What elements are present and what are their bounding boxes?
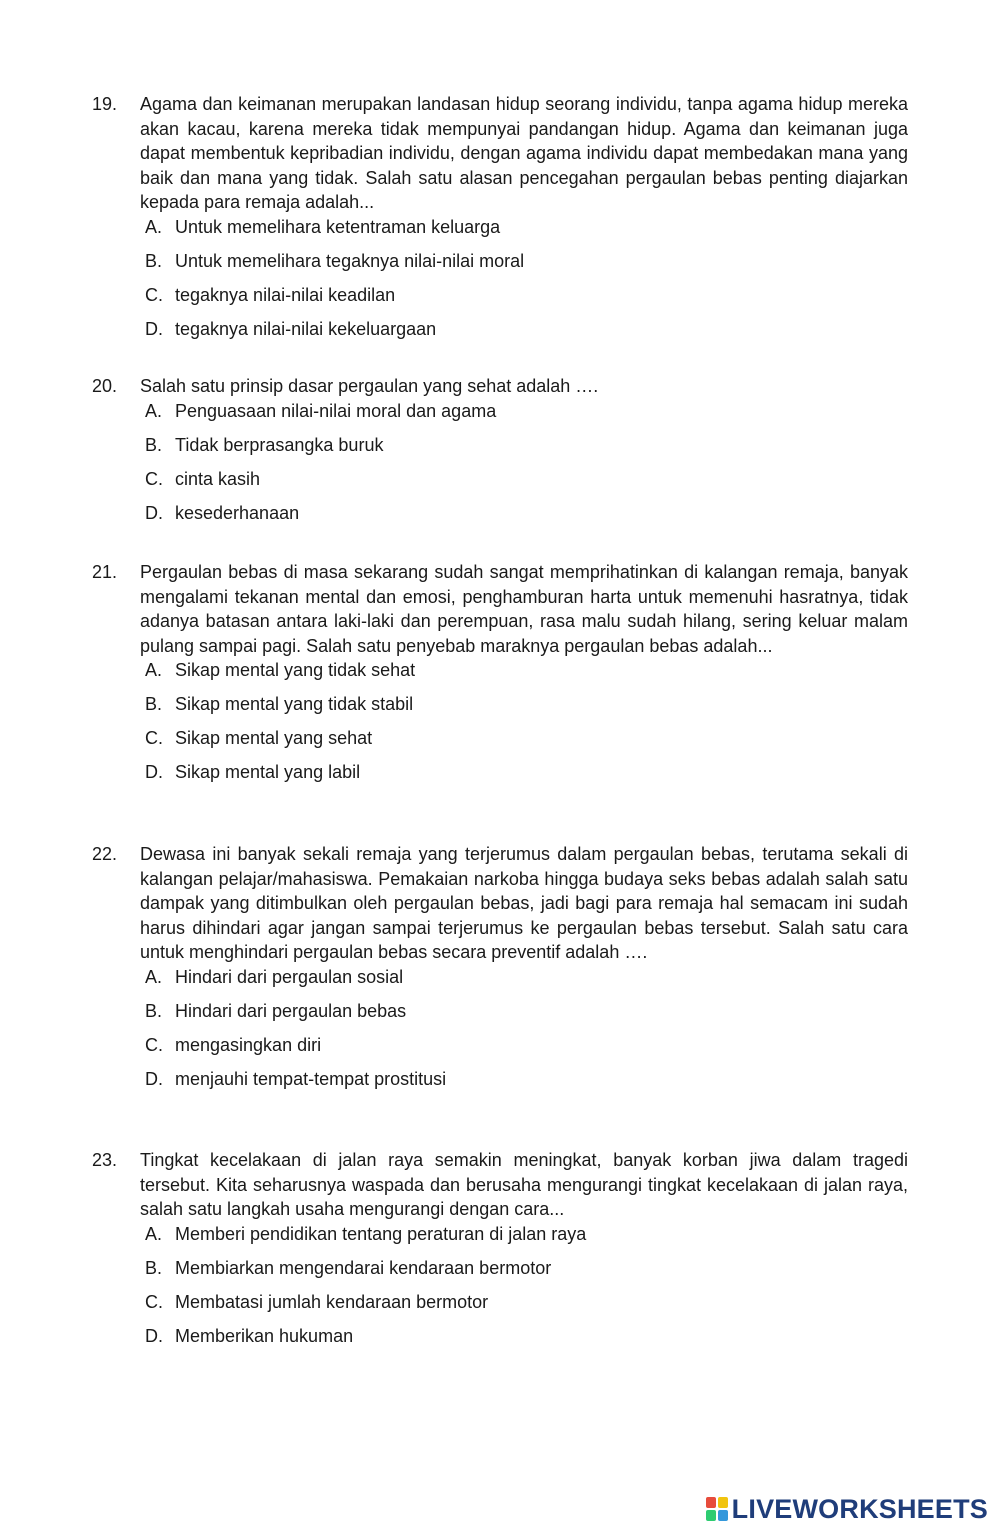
question-number: 22. xyxy=(92,844,118,864)
answer-option-b[interactable] xyxy=(145,1256,908,1290)
question-text: Agama dan keimanan merupakan landasan hidup seorang individu, tanpa agama hidup mereka akan kacau, karena mereka tidak mempunyai pandangan hidup. Agama dan keimanan juga dapat membentuk kepribadian individu, dengan agama individu dapat membedakan mana yang baik dan mana yang tidak. Salah satu alasan pencegahan pergaulan bebas penting diajarkan kepada para remaja adalah... xyxy=(140,94,908,212)
logo-block xyxy=(706,1497,716,1508)
logo-block xyxy=(706,1510,716,1521)
option-text: Sikap mental yang tidak stabil xyxy=(175,694,414,714)
answer-option-b[interactable] xyxy=(145,692,908,726)
option-text: Membatasi jumlah kendaraan bermotor xyxy=(175,1291,489,1312)
option-letter: A. xyxy=(145,1223,163,1244)
answer-options xyxy=(145,1222,908,1358)
option-text: Hindari dari pergaulan sosial xyxy=(175,966,404,987)
option-text: Sikap mental yang labil xyxy=(175,762,361,782)
question-text: Dewasa ini banyak sekali remaja yang terjerumus dalam pergaulan bebas, terutama sekali di kalangan pelajar/mahasiswa. Pemakaian narkoba hingga budaya seks bebas adalah salah satu dampak yang ditimbulkan oleh pergaulan bebas, jadi bagi para remaja hal semacam ini sudah harus dihindari agar jangan sampai terjerumus ke pergaulan bebas tersebut. Salah satu cara untuk menghindari pergaulan bebas secara preventif adalah …. xyxy=(140,844,908,962)
option-text: tegaknya nilai-nilai keadilan xyxy=(175,284,396,305)
option-text: Tidak berprasangka buruk xyxy=(175,434,384,455)
option-text: Hindari dari pergaulan bebas xyxy=(175,1000,407,1021)
option-letter: B. xyxy=(145,694,163,714)
answer-option-c[interactable] xyxy=(145,283,908,317)
logo-blocks-icon xyxy=(706,1497,728,1521)
option-text: kesederhanaan xyxy=(175,502,300,523)
answer-option-c[interactable] xyxy=(145,1033,908,1067)
option-letter: A. xyxy=(145,966,163,987)
option-text: mengasingkan diri xyxy=(175,1034,322,1055)
option-letter: A. xyxy=(145,660,163,680)
question-number: 19. xyxy=(92,94,118,114)
answer-option-c[interactable] xyxy=(145,1290,908,1324)
question-number: 23. xyxy=(92,1150,118,1170)
option-text: Sikap mental yang tidak sehat xyxy=(175,660,416,680)
answer-options xyxy=(145,399,908,535)
option-text: Untuk memelihara ketentraman keluarga xyxy=(175,216,501,237)
logo-block xyxy=(718,1510,728,1521)
answer-option-d[interactable] xyxy=(145,1324,908,1358)
liveworksheets-logo xyxy=(706,1494,988,1524)
option-text: tegaknya nilai-nilai kekeluargaan xyxy=(175,318,437,339)
option-letter: C. xyxy=(145,728,163,748)
question-number: 20. xyxy=(92,376,118,396)
question-22 xyxy=(92,842,908,1101)
answer-option-d[interactable] xyxy=(145,501,908,535)
option-text: Sikap mental yang sehat xyxy=(175,728,373,748)
option-text: Memberikan hukuman xyxy=(175,1325,354,1346)
answer-option-b[interactable] xyxy=(145,249,908,283)
option-letter: D. xyxy=(145,318,163,339)
answer-option-a[interactable] xyxy=(145,215,908,249)
answer-option-d[interactable] xyxy=(145,317,908,351)
option-letter: A. xyxy=(145,216,163,237)
answer-options xyxy=(145,965,908,1101)
answer-option-a[interactable] xyxy=(145,1222,908,1256)
option-letter: D. xyxy=(145,762,163,782)
option-letter: B. xyxy=(145,1000,163,1021)
option-text: menjauhi tempat-tempat prostitusi xyxy=(175,1068,447,1089)
answer-option-d[interactable] xyxy=(145,760,908,794)
option-text: Memberi pendidikan tentang peraturan di jalan raya xyxy=(175,1223,587,1244)
answer-option-c[interactable] xyxy=(145,467,908,501)
question-23 xyxy=(92,1148,908,1358)
question-19 xyxy=(92,92,908,351)
option-text: Penguasaan nilai-nilai moral dan agama xyxy=(175,400,497,421)
option-text: Membiarkan mengendarai kendaraan bermotor xyxy=(175,1257,552,1278)
option-letter: A. xyxy=(145,400,163,421)
answer-option-b[interactable] xyxy=(145,433,908,467)
answer-option-b[interactable] xyxy=(145,999,908,1033)
question-number: 21. xyxy=(92,562,118,582)
question-text: Tingkat kecelakaan di jalan raya semakin meningkat, banyak korban jiwa dalam tragedi tersebut. Kita seharusnya waspada dan berusaha mengurangi tingkat kecelakaan di jalan raya, salah satu langkah usaha mengurangi dengan cara... xyxy=(140,1150,908,1219)
question-text: Salah satu prinsip dasar pergaulan yang sehat adalah …. xyxy=(140,376,599,396)
question-text: Pergaulan bebas di masa sekarang sudah sangat memprihatinkan di kalangan remaja, banyak mengalami tekanan mental dan emosi, penghamburan harta untuk memenuhi hasratnya, tidak adanya batasan antara laki-laki dan perempuan, rasa malu sudah hilang, sering keluar malam pulang sampai pagi. Salah satu penyebab maraknya pergaulan bebas adalah... xyxy=(140,562,908,656)
option-letter: B. xyxy=(145,250,163,271)
option-letter: B. xyxy=(145,434,163,455)
option-letter: D. xyxy=(145,1068,163,1089)
option-letter: C. xyxy=(145,468,163,489)
answer-option-c[interactable] xyxy=(145,726,908,760)
option-text: Untuk memelihara tegaknya nilai-nilai moral xyxy=(175,250,525,271)
question-21 xyxy=(92,560,908,794)
logo-block xyxy=(718,1497,728,1508)
option-letter: C. xyxy=(145,1034,163,1055)
answer-options xyxy=(145,658,908,794)
option-text: cinta kasih xyxy=(175,468,261,489)
answer-option-a[interactable] xyxy=(145,658,908,692)
answer-option-a[interactable] xyxy=(145,399,908,433)
answer-option-d[interactable] xyxy=(145,1067,908,1101)
answer-options xyxy=(145,215,908,351)
logo-text: LIVEWORKSHEETS xyxy=(731,1493,988,1524)
option-letter: C. xyxy=(145,284,163,305)
option-letter: D. xyxy=(145,1325,163,1346)
option-letter: D. xyxy=(145,502,163,523)
question-20 xyxy=(92,374,908,535)
option-letter: B. xyxy=(145,1257,163,1278)
option-letter: C. xyxy=(145,1291,163,1312)
answer-option-a[interactable] xyxy=(145,965,908,999)
